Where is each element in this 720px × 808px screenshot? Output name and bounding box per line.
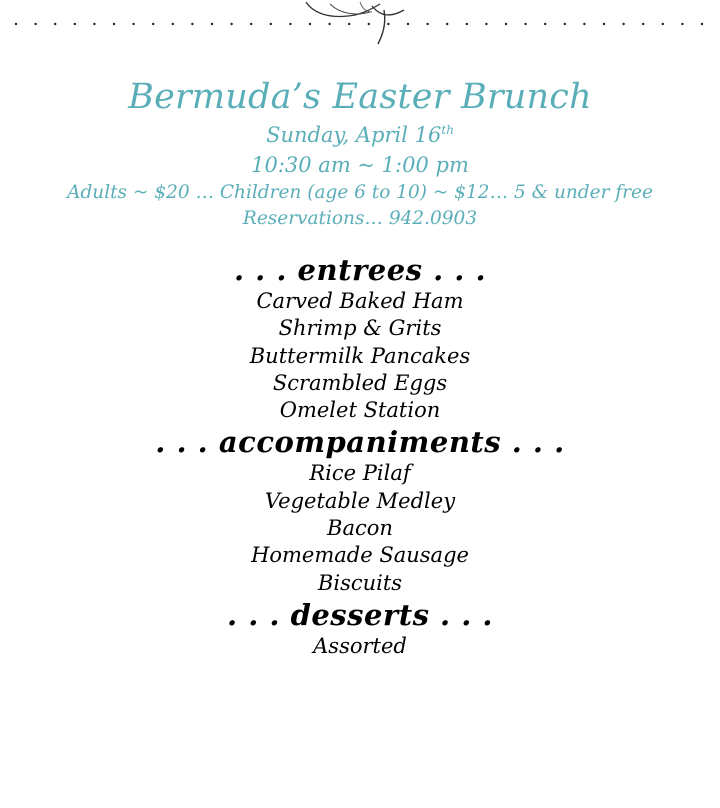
- section-heading: . . . accompaniments . . .: [155, 425, 565, 460]
- event-time: 10:30 am ~ 1:00 pm: [251, 153, 469, 177]
- section-heading: . . . entrees . . .: [233, 253, 487, 287]
- event-prices: Adults ~ $20 … Children (age 6 to 10) ~ $12… 5 & under free: [67, 182, 653, 203]
- menu-item: Buttermilk Pancakes: [249, 343, 471, 368]
- brunch-menu: [0, 252, 720, 660]
- menu-section-accompaniments: [0, 424, 720, 596]
- menu-item: Carved Baked Ham: [256, 289, 464, 313]
- menu-section-entrees: [0, 252, 720, 424]
- menu-item: Shrimp & Grits: [278, 316, 442, 341]
- event-header: [0, 74, 720, 232]
- menu-item: Rice Pilaf: [309, 461, 411, 486]
- dotted-rule: [14, 21, 706, 27]
- menu-section-desserts: [0, 597, 720, 660]
- menu-item: Biscuits: [317, 570, 403, 595]
- event-date-text: Sunday, April 16: [266, 123, 442, 147]
- menu-item: Vegetable Medley: [264, 488, 456, 513]
- event-title: Bermuda’s Easter Brunch: [128, 77, 592, 117]
- menu-item: Bacon: [327, 516, 393, 541]
- menu-item: Scrambled Eggs: [272, 370, 448, 395]
- event-reservations: Reservations… 942.0903: [242, 208, 478, 229]
- menu-item: Omelet Station: [279, 398, 441, 423]
- event-date: [0, 120, 720, 150]
- event-date-suffix: th: [441, 123, 454, 137]
- menu-item: Assorted: [313, 633, 407, 658]
- menu-item: Homemade Sausage: [251, 543, 469, 568]
- section-heading: . . . desserts . . .: [227, 597, 493, 632]
